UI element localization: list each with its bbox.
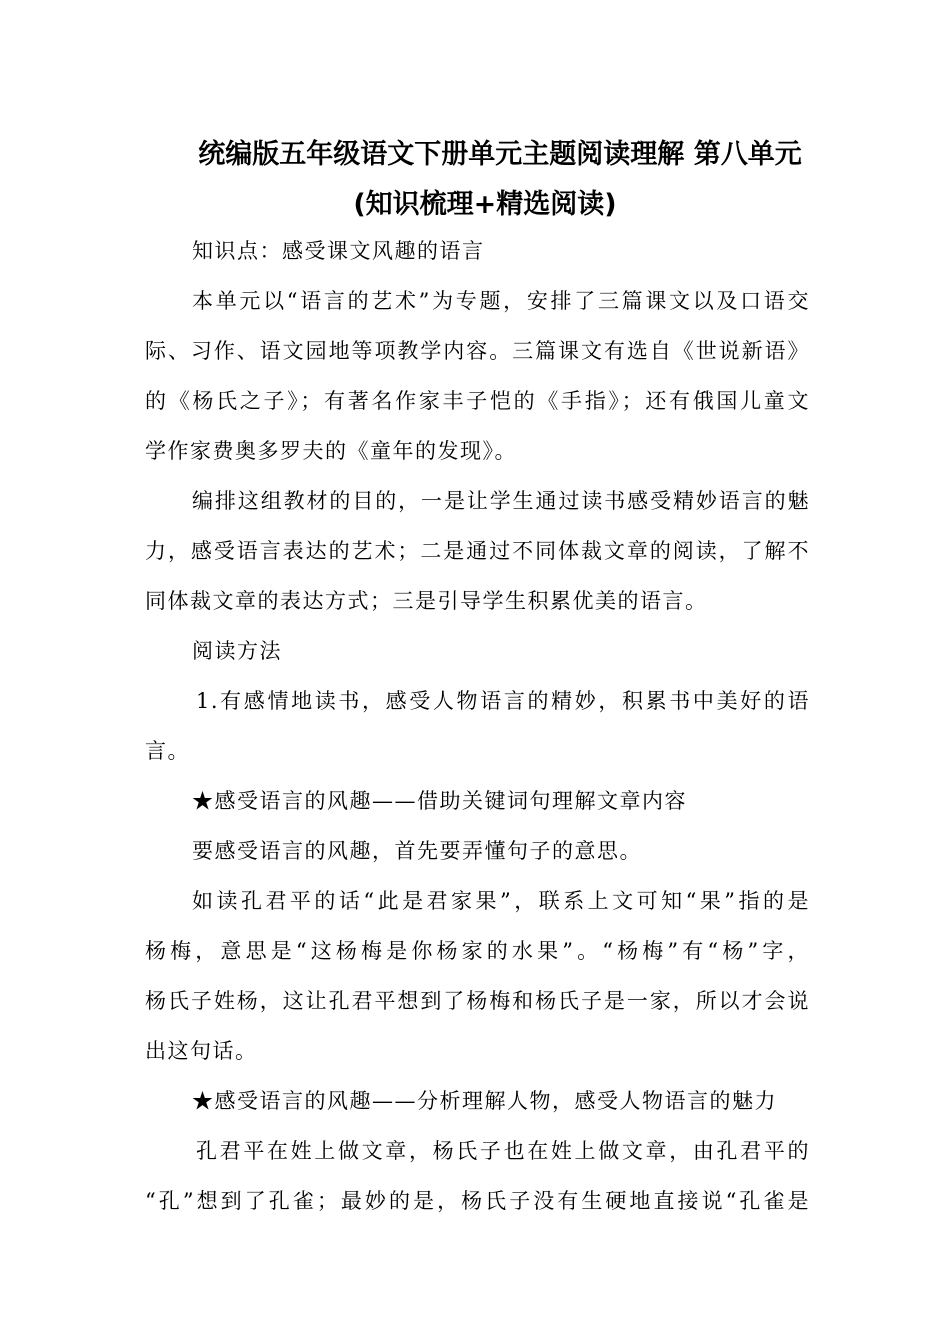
star-heading: ★感受语言的风趣——分析理解人物，感受人物语言的魅力 — [192, 1089, 777, 1113]
numbered-item-line: 1.有感情地读书，感受人物语言的精妙，积累书中美好的语 — [196, 689, 810, 713]
paragraph-line: 孔君平在姓上做文章，杨氏子也在姓上做文章，由孔君平的 — [196, 1139, 810, 1163]
star-heading: ★感受语言的风趣——借助关键词句理解文章内容 — [192, 789, 687, 813]
paragraph-line: 的《杨氏之子》；有著名作家丰子恺的《手指》；还有俄国儿童文 — [145, 389, 810, 413]
paragraph-line: 要感受语言的风趣，首先要弄懂句子的意思。 — [192, 839, 642, 863]
paragraph-line: 际、习作、语文园地等项教学内容。三篇课文有选自《世说新语》 — [145, 339, 810, 363]
paragraph-line: 如读孔君平的话“此是君家果”，联系上文可知“果”指的是 — [192, 889, 810, 913]
paragraph-line: 本单元以“语言的艺术”为专题，安排了三篇课文以及口语交 — [192, 289, 810, 313]
paragraph-line: 编排这组教材的目的，一是让学生通过读书感受精妙语言的魅 — [192, 489, 810, 513]
section-heading-reading-method: 阅读方法 — [192, 639, 282, 663]
paragraph-line: 言。 — [145, 739, 190, 763]
paragraph-line: 同体裁文章的表达方式；三是引导学生积累优美的语言。 — [145, 589, 708, 613]
paragraph-line: 杨氏子姓杨，这让孔君平想到了杨梅和杨氏子是一家，所以才会说 — [145, 989, 810, 1013]
document-title: 统编版五年级语文下册单元主题阅读理解 第八单元 — [198, 139, 802, 170]
paragraph-line: 力，感受语言表达的艺术；二是通过不同体裁文章的阅读，了解不 — [145, 539, 810, 563]
document-subtitle: (知识梳理+精选阅读) — [353, 189, 617, 220]
paragraph-line: 出这句话。 — [145, 1039, 258, 1063]
section-heading-knowledge-point: 知识点：感受课文风趣的语言 — [192, 239, 485, 263]
paragraph-line: “孔”想到了孔雀；最妙的是，杨氏子没有生硬地直接说“孔雀是 — [145, 1189, 810, 1213]
paragraph-line: 学作家费奥多罗夫的《童年的发现》。 — [145, 439, 517, 463]
paragraph-line: 杨梅，意思是“这杨梅是你杨家的水果”。“杨梅”有“杨”字， — [145, 939, 810, 963]
